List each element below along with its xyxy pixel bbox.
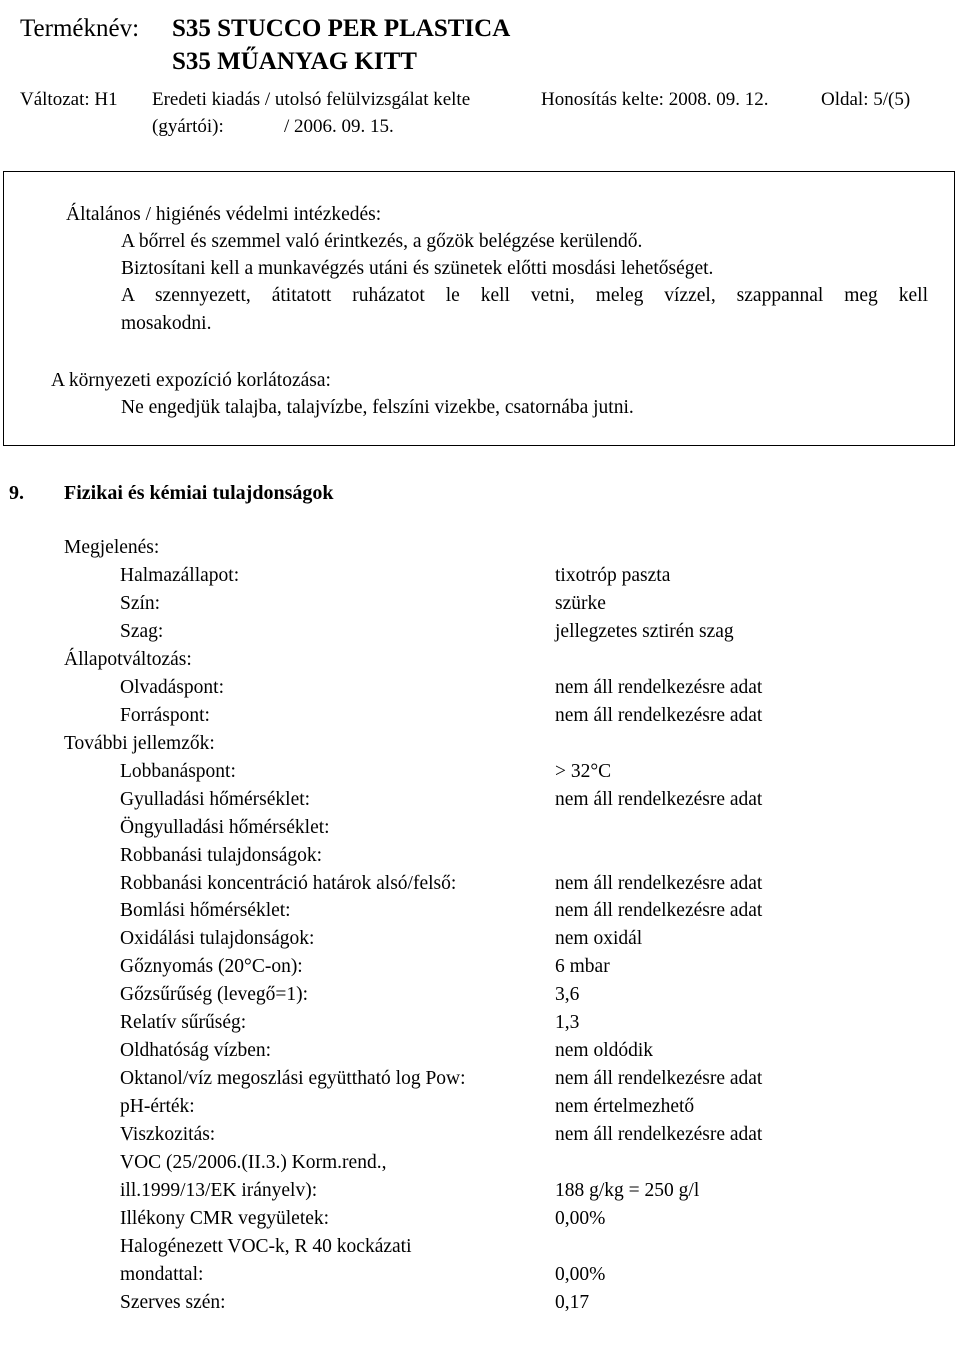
property-label: Forráspont: bbox=[120, 705, 210, 726]
property-value: nem áll rendelkezésre adat bbox=[555, 705, 763, 726]
property-label: Halogénezett VOC-k, R 40 kockázati bbox=[120, 1236, 412, 1257]
property-label: mondattal: bbox=[120, 1264, 204, 1285]
environmental-exposure-line: Ne engedjük talajba, talajvízbe, felszíni vizekbe, csatornába jutni. bbox=[121, 397, 634, 418]
product-name-line-1: S35 STUCCO PER PLASTICA bbox=[172, 15, 511, 42]
property-value: > 32°C bbox=[555, 761, 612, 782]
property-label: További jellemzők: bbox=[64, 733, 215, 754]
version-text: Változat: H1 bbox=[20, 89, 118, 110]
section-number: 9. bbox=[9, 482, 24, 504]
property-value: nem áll rendelkezésre adat bbox=[555, 900, 763, 921]
property-label: Szín: bbox=[120, 593, 161, 614]
property-label: Robbanási koncentráció határok alsó/felső: bbox=[120, 873, 457, 894]
general-hygiene-line: Biztosítani kell a munkavégzés utáni és szünetek előtti mosdási lehetőséget. bbox=[121, 258, 714, 279]
property-label: Gyulladási hőmérséklet: bbox=[120, 789, 311, 810]
general-hygiene-line: A szennyezett, átitatott ruházatot le kell vetni, meleg vízzel, szappannal meg kell bbox=[121, 285, 928, 306]
property-label: VOC (25/2006.(II.3.) Korm.rend., bbox=[120, 1152, 387, 1173]
property-value: nem oxidál bbox=[555, 928, 643, 949]
property-value: nem áll rendelkezésre adat bbox=[555, 1068, 763, 1089]
property-value: jellegzetes sztirén szag bbox=[555, 621, 734, 642]
property-value: nem áll rendelkezésre adat bbox=[555, 677, 763, 698]
property-value: szürke bbox=[555, 593, 606, 614]
property-label: Olvadáspont: bbox=[120, 677, 224, 698]
property-label: Illékony CMR vegyületek: bbox=[120, 1208, 330, 1229]
property-label: Gőznyomás (20°C-on): bbox=[120, 956, 303, 977]
property-value: 3,6 bbox=[555, 984, 580, 1005]
property-label: ill.1999/13/EK irányelv): bbox=[120, 1180, 318, 1201]
general-hygiene-line: A bőrrel és szemmel való érintkezés, a gőzök belégzése kerülendő. bbox=[121, 231, 643, 252]
property-label: Lobbanáspont: bbox=[120, 761, 236, 782]
original-issue-label: Eredeti kiadás / utolsó felülvizsgálat kelte bbox=[152, 89, 471, 110]
property-label: Gőzsűrűség (levegő=1): bbox=[120, 984, 309, 1005]
general-hygiene-title: Általános / higiénés védelmi intézkedés: bbox=[66, 204, 382, 225]
original-issue-label-2: (gyártói): bbox=[152, 116, 224, 137]
original-issue-date: / 2006. 09. 15. bbox=[284, 116, 394, 137]
property-value: nem oldódik bbox=[555, 1040, 654, 1061]
property-label: Relatív sűrűség: bbox=[120, 1012, 247, 1033]
property-label: pH-érték: bbox=[120, 1096, 195, 1117]
property-value: nem áll rendelkezésre adat bbox=[555, 1124, 763, 1145]
property-label: Megjelenés: bbox=[64, 537, 160, 558]
property-label: Oldhatóság vízben: bbox=[120, 1040, 272, 1061]
property-label: Oxidálási tulajdonságok: bbox=[120, 928, 315, 949]
property-label: Viszkozitás: bbox=[120, 1124, 216, 1145]
environmental-exposure-title: A környezeti expozíció korlátozása: bbox=[51, 370, 331, 391]
property-value: tixotróp paszta bbox=[555, 565, 671, 586]
property-value: nem értelmezhető bbox=[555, 1096, 695, 1117]
section-title: Fizikai és kémiai tulajdonságok bbox=[64, 482, 334, 504]
property-value: nem áll rendelkezésre adat bbox=[555, 873, 763, 894]
property-value: 1,3 bbox=[555, 1012, 580, 1033]
product-name-line-2: S35 MŰANYAG KITT bbox=[172, 48, 417, 75]
property-label: Bomlási hőmérséklet: bbox=[120, 900, 291, 921]
property-value: 0,00% bbox=[555, 1208, 606, 1229]
property-value: 188 g/kg = 250 g/l bbox=[555, 1180, 700, 1201]
general-hygiene-line: mosakodni. bbox=[121, 313, 212, 334]
property-value: 0,17 bbox=[555, 1292, 590, 1313]
property-label: Robbanási tulajdonságok: bbox=[120, 845, 323, 866]
property-value: 6 mbar bbox=[555, 956, 610, 977]
protection-measures-box bbox=[3, 171, 955, 446]
property-value: nem áll rendelkezésre adat bbox=[555, 789, 763, 810]
property-label: Oktanol/víz megoszlási együttható log Pow: bbox=[120, 1068, 466, 1089]
property-value: 0,00% bbox=[555, 1264, 606, 1285]
page-number: Oldal: 5/(5) bbox=[821, 89, 911, 110]
property-label: Szerves szén: bbox=[120, 1292, 226, 1313]
product-name-label: Terméknév: bbox=[20, 15, 140, 42]
property-label: Szag: bbox=[120, 621, 164, 642]
property-label: Halmazállapot: bbox=[120, 565, 240, 586]
property-label: Állapotváltozás: bbox=[64, 649, 192, 670]
property-label: Öngyulladási hőmérséklet: bbox=[120, 817, 330, 838]
localization-date: Honosítás kelte: 2008. 09. 12. bbox=[541, 89, 769, 110]
